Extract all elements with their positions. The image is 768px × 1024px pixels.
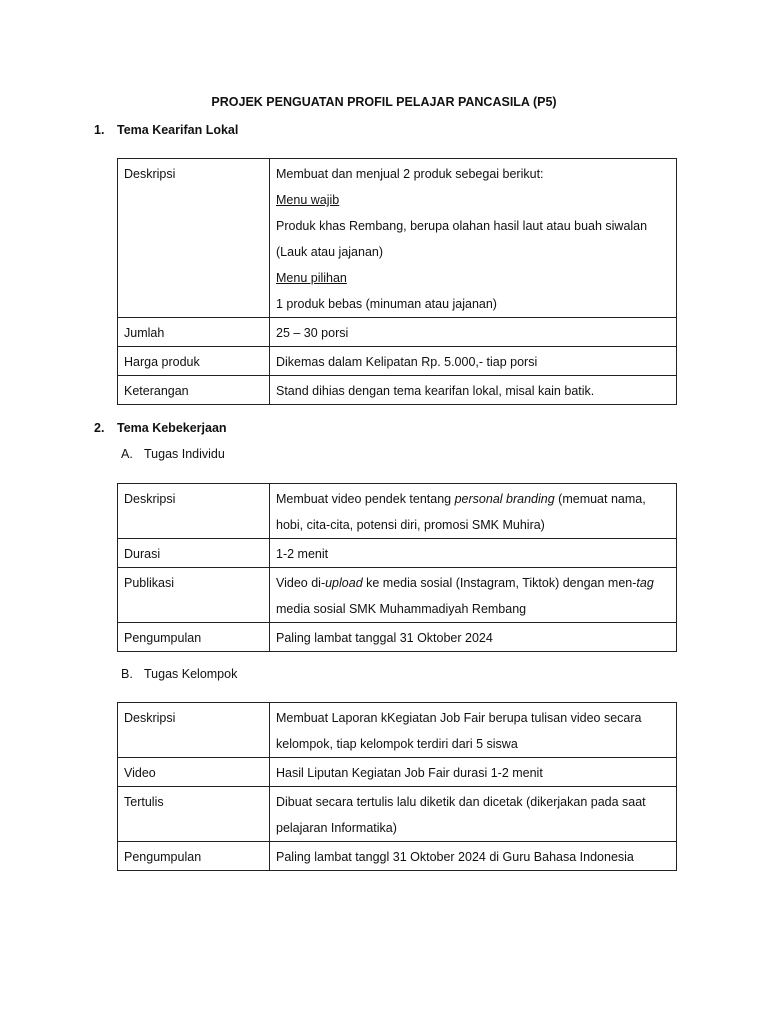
desc-line: Membuat dan menjual 2 produk sebegai berikut: xyxy=(276,167,544,181)
section-1-number: 1. xyxy=(94,123,105,137)
desc-line: Produk khas Rembang, berupa olahan hasil laut atau buah siwalan xyxy=(276,219,648,233)
row-value xyxy=(270,568,677,623)
subsection-a-heading xyxy=(121,447,225,461)
table-row xyxy=(118,347,677,376)
section-2-number: 2. xyxy=(94,421,105,435)
subsection-b-heading xyxy=(121,667,237,681)
row-value xyxy=(270,159,677,318)
row-label: Durasi xyxy=(118,539,270,568)
table-row xyxy=(118,703,677,758)
row-label: Keterangan xyxy=(118,376,270,405)
section-2-title: Tema Kebekerjaan xyxy=(117,421,227,435)
section-1-heading xyxy=(94,123,238,137)
row-label: Deskripsi xyxy=(118,484,270,539)
row-label: Pengumpulan xyxy=(118,623,270,652)
tugas-individu-table xyxy=(117,483,677,652)
desc-line: Membuat Laporan kKegiatan Job Fair berupa tulisan video secara xyxy=(276,711,642,725)
row-label: Deskripsi xyxy=(118,159,270,318)
subsection-a-letter: A. xyxy=(121,447,133,461)
table-row xyxy=(118,376,677,405)
table-row xyxy=(118,159,677,318)
section-2-heading xyxy=(94,421,227,435)
row-label: Pengumpulan xyxy=(118,842,270,871)
desc-line: 1 produk bebas (minuman atau jajanan) xyxy=(276,297,497,311)
desc-line: (Lauk atau jajanan) xyxy=(276,245,384,259)
table-row xyxy=(118,623,677,652)
table-row xyxy=(118,787,677,842)
desc-line: Membuat video pendek tentang personal branding (memuat nama, xyxy=(276,492,646,506)
table-row xyxy=(118,539,677,568)
row-label: Jumlah xyxy=(118,318,270,347)
desc-line: kelompok, tiap kelompok terdiri dari 5 siswa xyxy=(276,737,518,751)
row-value xyxy=(270,787,677,842)
table-row xyxy=(118,484,677,539)
tugas-kelompok-table xyxy=(117,702,677,871)
row-value: Hasil Liputan Kegiatan Job Fair durasi 1-2 menit xyxy=(270,758,677,787)
desc-line: Video di-upload ke media sosial (Instagram, Tiktok) dengan men-tag xyxy=(276,576,654,590)
desc-line: media sosial SMK Muhammadiyah Rembang xyxy=(276,602,527,616)
kearifan-lokal-table xyxy=(117,158,677,405)
row-value: Paling lambat tanggal 31 Oktober 2024 xyxy=(270,623,677,652)
page-title: PROJEK PENGUATAN PROFIL PELAJAR PANCASILA (P5) xyxy=(211,95,557,109)
row-label: Harga produk xyxy=(118,347,270,376)
table-row xyxy=(118,842,677,871)
table-row xyxy=(118,318,677,347)
row-label: Tertulis xyxy=(118,787,270,842)
desc-line: pelajaran Informatika) xyxy=(276,821,397,835)
row-label: Video xyxy=(118,758,270,787)
row-value xyxy=(270,484,677,539)
section-1-title: Tema Kearifan Lokal xyxy=(117,123,239,137)
desc-line: hobi, cita-cita, potensi diri, promosi SMK Muhira) xyxy=(276,518,545,532)
menu-wajib-label: Menu wajib xyxy=(276,193,340,207)
table-row xyxy=(118,568,677,623)
subsection-a-title: Tugas Individu xyxy=(144,447,225,461)
row-value: 25 – 30 porsi xyxy=(270,318,677,347)
menu-pilihan-label: Menu pilihan xyxy=(276,271,347,285)
row-label: Publikasi xyxy=(118,568,270,623)
desc-line: Dibuat secara tertulis lalu diketik dan dicetak (dikerjakan pada saat xyxy=(276,795,646,809)
table-row xyxy=(118,758,677,787)
row-value: Dikemas dalam Kelipatan Rp. 5.000,- tiap porsi xyxy=(270,347,677,376)
row-value: Stand dihias dengan tema kearifan lokal, misal kain batik. xyxy=(270,376,677,405)
row-value: 1-2 menit xyxy=(270,539,677,568)
row-value xyxy=(270,703,677,758)
row-label: Deskripsi xyxy=(118,703,270,758)
row-value: Paling lambat tanggl 31 Oktober 2024 di Guru Bahasa Indonesia xyxy=(270,842,677,871)
subsection-b-title: Tugas Kelompok xyxy=(144,667,238,681)
subsection-b-letter: B. xyxy=(121,667,133,681)
